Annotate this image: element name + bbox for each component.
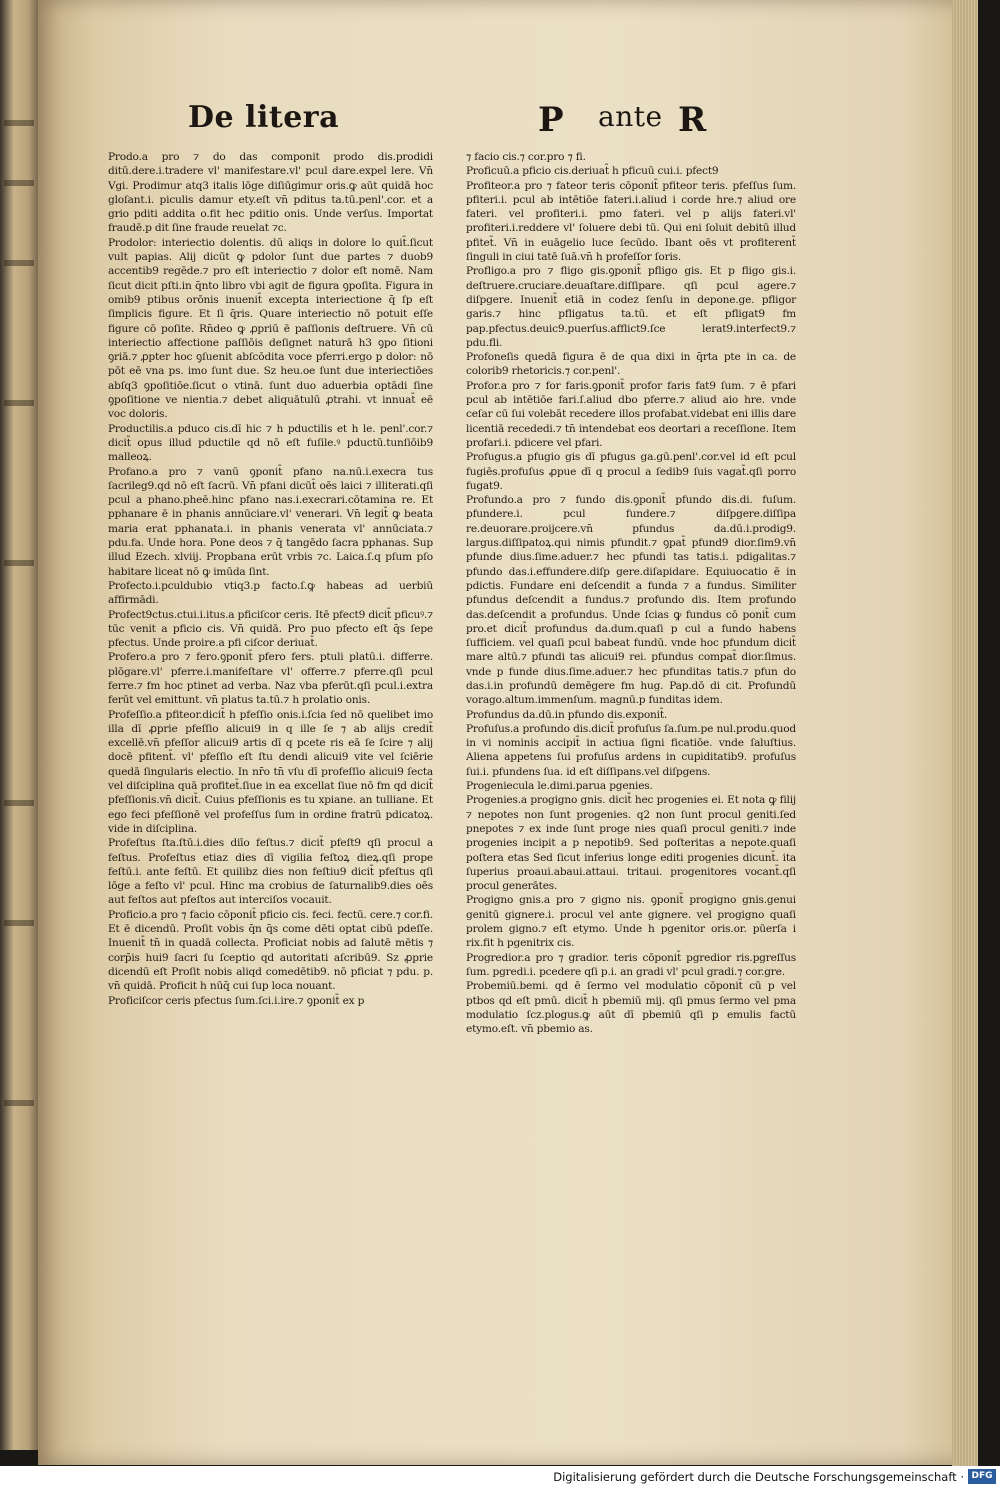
book-page xyxy=(38,0,978,1465)
dictionary-entry: Profoneſis quedā figura ē de qua dixi in q̄rta pte in ca. de colorib9 rhetoricis.⁊ cor.penl'. xyxy=(466,351,796,378)
dictionary-entry: Prodo.a pro ⁊ do das componit prodo dis.prodidi ditū.dere.i.tradere vl' manifestare.vl' pcul dare.expel lere. Vn̄ Vgi. Prodimur atq3 italis lōge diſiūgimur oris.ꝙ aūt quidā hoc gloſant.i. piculis damur ety.eſt vn̄ pditus ta.tū.penl'.cor. et a grio pditi addita o.fit hec pditio onis. Unde verſus. Importat fraudē.p dit ſine fraude reuelat ⁊c. xyxy=(108,151,433,235)
dictionary-entry: Profuſus.a profundo dis.dicit̄ profuſus ſa.ſum.pe nul.produ.quod in vi nominis accipit̄ in actiua ſigni ficatiōe. vnde ſaluſtius. Aliena appetens ſui profuſus ardens in cupiditatib9. profuſus ſui.i. pfundens ſua. id eſt diſſipans.vel diſpgens. xyxy=(466,722,796,778)
dictionary-entry: ⁊ facio cis.⁊ cor.pro ⁊ fi. xyxy=(466,151,586,163)
dictionary-entry: Profano.a pro ⁊ vanū ꝯponit̄ pfano na.nū.i.execra tus ſacrileg9.qd nō eſt ſacrū. Vn̄ pfani dicūt̄ oēs laici ⁊ illiterati.qſi pcul a phano.pheē.hinc pfano nas.i.execrari.cōtamina re. Et pphanare ē in phanis annūciare.vl' venerari. Vn̄ legit̄ ꝙ beata maria erat pphanata.i. in phanis venerata vl' annūciata.⁊ pdu.fa. Unde hora. Pone deos ⁊ q̄ tangēdo ſacra pphanas. Sup illud Ezech. xlviij. Propbana erūt vrbis ⁊c. Laica.ſ.q pſum pſo habitare liceat nō ꝙ imūda ſint. xyxy=(108,465,433,578)
dictionary-entry: Profugus.a pfugio gis dī pfugus ga.gū.penl'.cor.vel id eſt pcul fugiēs.profuſus ꝓpue dī q procul a ſedib9 ſuis vagat̄.qſi porro fugat9. xyxy=(466,451,796,492)
dictionary-entry: Profecto.i.pculdubio vtiq3.p facto.ſ.ꝙ habeas ad uerbiū affirmādi. xyxy=(108,579,433,607)
dictionary-entry: Progigno gnis.a pro ⁊ gigno nis. ꝯponit̄ progigno gnis.genui genitū gignere.i. procul vel ante gignere. vel progigno quaſi prolem gigno.⁊ eſt etymo. Unde h pgenitor oris.or. pūerſa i rix.fit h pgenitrix cis. xyxy=(466,894,796,950)
dictionary-entry: Proficiſcor ceris pfectus ſum.ſci.i.ire.⁊ ꝯponit̄ ex p xyxy=(108,994,365,1007)
header-letter-2: R xyxy=(678,100,707,140)
text-column-right xyxy=(466,150,796,1036)
header-letter: P xyxy=(538,100,565,140)
dictionary-entry: Profundo.a pro ⁊ fundo dis.ꝯponit̄ pfundo dis.di. fuſum. pfundere.i. pcul fundere.⁊ diſpgere.diſſipa re.deuorare.proijcere.vn̄ pfundus da.dū.i.prodig9. largus.diſſipatoꝝ.qui nimis pfundit.⁊ ꝯpat̄ pfund9 dior.ſim9.vn̄ pfunde dius.ſime.aduer.⁊ hec pfundi tas tatis.i. pdigalitas.⁊ pfundo das.i.effundere.diſp gere.diſapidare. Equiuocatio ē in pdictis. Fundare eni deſcendit a funda ⁊ a fundus. Similiter pfundus deſcendit a fundus.⁊ profundo dis. Item profundo das.deſcendit a profundus. Unde ſcias ꝙ fundus cō ponit̄ cum pro.et dicit̄ profundus da.dum.quaſi p cul a fundo habens ſufficiem. vel quaſi pcul babeat fundū. vnde hoc pfundum dicit̄ mare altū.⁊ pfundi tas alicui9 rei. pfundus compat̄ dior.ſimus. vnde p funde dius.ſime.aduer.⁊ hec pfunditas tatis.⁊ pfun do das.i.in profundū demēgere fm hug. Pap.dō di cit. Profundū vorago.altum.immenſum. magnū.p funditas idem. xyxy=(466,494,796,707)
dictionary-entry: Productilis.a pduco cis.dī hic ⁊ h pductilis et h le. penl'.cor.⁊ dicit̄ opus illud pductile qd nō eſt fuſile.ꝰ pductū.tunſiōib9 malleoꝝ. xyxy=(108,422,433,464)
dictionary-entry: Profiteor.a pro ⁊ fateor teris cōponit̄ pfiteor teris. pfeſſus ſum. pfiteri.i. pcul ab intētiōe fateri.i.aliud i corde hre.⁊ aliud ore fateri. vel profiteri.i. pmo fateri. vel p alijs fateri.vl' profiteri.i.reddere vl' ſoluere debi tū. Qui eni ſoluit debitū illud pfitet̄. Vn̄ in euāgelio luce ſecūdo. Ibant oēs vt profiterent̄ ſinguli in ciui tatē ſuā.vn̄ h profeſſor ſoris. xyxy=(466,179,796,264)
dictionary-entry: Profect9ctus.ctui.i.itus.a pficiſcor ceris. Itē pfect9 dicit̄ pficuꝰ.⁊ tūc venit a pficio cis. Vn̄ quidā. Pro puo pfecto eſt q̄s ſepe pfectus. Unde proire.a pfi ciſcor deriuat̄. xyxy=(108,608,433,650)
footer-credit: Digitalisierung gefördert durch die Deutsche Forschungsgemeinschaft · xyxy=(553,1470,964,1484)
page-stack-edge xyxy=(952,0,978,1470)
dictionary-entry: Profligo.a pro ⁊ fligo gis.ꝯponit̄ pfligo gis. Et p fligo gis.i. deſtruere.cruciare.deuaſtare.diſſipare. qſi pcul agere.⁊ diſpgere. Inuenit̄ etiā in codez ſenſu in depone.ge. pfligor garis.⁊ hinc pfligatus ta.tū. et eſt pfligat9 fm pap.pfectus.deuic9.puerſus.afflict9.ſce lerat9.interfect9.⁊ pdu.fli. xyxy=(466,265,796,349)
dfg-logo: DFG xyxy=(968,1469,996,1484)
dictionary-entry: Progeniecula le.dimi.parua pgenies. xyxy=(466,780,653,793)
dictionary-entry: Progenies.a progigno gnis. dicit̄ hec progenies ei. Et nota ꝙ filij ⁊ nepotes non ſunt progenies. q2 non ſunt procul geniti.ſed pnepotes ⁊ ex inde ſunt proge nies quaſi procul geniti.⁊ inde progenies incipit a p nepotib9. Sed poſteritas a nepote.quaſi poſtera etas Sed ſicut inferius longe editi progenies dicunt̄. ita ſuperius proaui.abaui.attaui. tritaui. progenitores vocant̄.qſi procul generātes. xyxy=(466,794,796,893)
dictionary-entry: Profor.a pro ⁊ for faris.ꝯponit̄ profor faris fat9 ſum. ⁊ ē pfari pcul ab intētiōe fari.ſ.aliud dbo pferre.⁊ aliud aio hre. vnde ceſar cū ſui volebāt recedere illos profabat.videbat eni illis dare licentiā recededi.⁊ tn̄ intendebat eos deortari a receſſione. Item profari.i. pdicere vel pfari. xyxy=(466,379,796,449)
header-ante: ante xyxy=(598,100,663,133)
text-column-left xyxy=(108,150,433,1008)
dictionary-entry: Probemiū.bemi. qd ē ſermo vel modulatio cōponit̄ cū p vel ptbos qd eſt pmū. dicit̄ h pbemiū mij. qſi pmus ſermo vel pma modulatio ſcz.plogus.ꝙ aūt dī pbemiū qſi p emulis factū etymo.eſt. vn̄ pbemio as. xyxy=(466,980,796,1036)
dictionary-entry: Prodolor: interiectio dolentis. dū aliqs in dolore lo quit̄.ſicut vult papias. Alij dicūt ꝙ pdolor ſunt due partes ⁊ duob9 accentib9 regēde.⁊ pro eſt interiectio ⁊ dolor eſt nomē. Nam ſicut dicit pſti.in q̄nto libro vbi agit de figura ꝯpoſita. Figura in omib9 ptibus orōnis inuenit̄ excepta interiectione q̄ ſp eſt ſimplicis figure. Et ſi q̄ris. Quare interiectio nō potuit eſſe figure cō poſite. Rn̄deo ꝙ ꝓpriū ē paſſionis deſtruere. Vn̄ cū interiectio affectione paſſiōis deſignet naturā h3 ꝯpo ſitioni ꝯriā.⁊ ꝓpter hoc ꝯſuenit abſcōdita voce pferri.ergo p dolor: nō pōt eē vna ps. imo ſunt due. Sz heu.oe ſunt due interiectiōes abſq3 ꝯpoſitiōe.ſicut o vtinā. ſunt duo aduerbia optādi ſine ꝯpoſitione ve nientia.⁊ debet aliquātulū ꝓtrahi. vt innuat̄ eē voc doloris. xyxy=(108,236,433,421)
header-left-title: De litera xyxy=(188,100,340,135)
dictionary-entry: Profeſtus ſta.ſtū.i.dies diīo feſtus.⁊ dicit̄ pfeſt9 qſi procul a feſtus. Profeſtus etiaz dies dī vigilia feſtoꝝ dieꝝ.qſi prope feſtū.i. ante feſtū. Et quilibz dies non feſtiu9 dicit̄ pfeſtus qſi lōge a feſto vl' pcul. Hinc ma crobius de ſaturnalib9.dies oēs aut feſtos aut pfeſtos aut interciſos vocauit. xyxy=(108,837,433,907)
dictionary-entry: Profeſſio.a pfiteor.dicit̄ h pfeſſio onis.i.ſcia ſed nō quelibet imo illa dī ꝓprie pfeſſio alicui9 in q ille ſe ⁊ ab alijs credit̄ excellē.vn̄ pfeſſor alicui9 artis dī q pcete ris eā ſe ſcire ⁊ alij docē pfitent̄. vl' pfeſſio eſt ſtu dendi alicui9 vite vel ſciērie quedā ſingularis electio. In nr̄o tn̄ vſu dī profeſſio alicui9 ſecta vel diſciplina quā profitet̄.ſiue in ea excellat ſiue nō fm qd dicit̄ pfeſſionis.vn̄ dicit̄. Cuius pfeſſionis es tu xpiane. an tulliane. Et ego feci pfeſſionē vel profeſſus ſum in ordine fratrū pdicatoꝝ. vide in diſciplina. xyxy=(108,708,433,835)
dictionary-entry: Proficio.a pro ⁊ facio cōponit̄ pficio cis. feci. fectū. cere.⁊ cor.fi. Et ē dicendū. Proſit vobis q̄n q̄s come dēti optat cibū pdeſſe. Inuenit̄ tn̄ in quadā collecta. Proficiat nobis ad ſalutē mētis ⁊ corp̄is hui9 ſacri ſu ſceptio qd autoritati aſcribū9. Sz ꝓprie dicendū eſt Proſit nobis aliqd comedētib9. nō pficiat ⁊ pdu. p. vn̄ quidā. Proficit h nūq̄ cui ſup loca nouant. xyxy=(108,908,433,993)
dictionary-entry: Profundus da.dū.in pfundo dis.exponit̄. xyxy=(466,708,668,721)
dictionary-entry: Profero.a pro ⁊ fero.ꝯponit̄ pfero fers. ptuli platū.i. differre. plōgare.vl' pferre.i.manifeſtare vl' offerre.⁊ pferre.qſi pcul ferre.⁊ fm hoc ptinet ad verba. Naz vba pferūt.qſi pcul.i.extra ferūt vel emittunt. vn̄ platus ta.tū.⁊ h prolatio onis. xyxy=(108,651,433,707)
footer-bar xyxy=(0,1466,1000,1488)
dictionary-entry: Proficuū.a pficio cis.deriuat̄ h pficuū cui.i. pfect9 xyxy=(466,165,719,178)
left-page-edge xyxy=(0,0,40,1450)
dictionary-entry: Progredior.a pro ⁊ gradior. teris cōponit̄ pgredior ris.pgreſſus ſum. pgredi.i. pcedere qſi p.i. an gradi vl' pcul gradi.⁊ cor.gre. xyxy=(466,951,796,978)
